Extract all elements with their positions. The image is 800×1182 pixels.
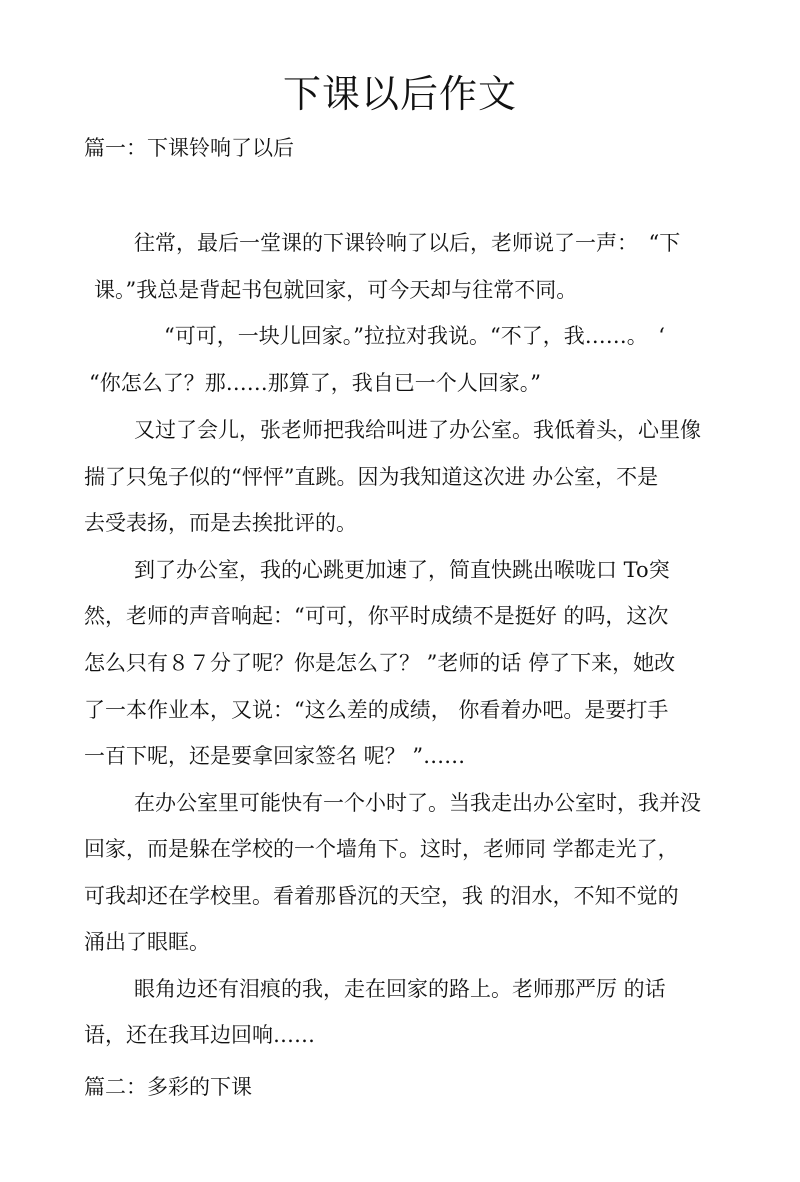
paragraph-line: 在办公室里可能快有一个小时了。当我走出办公室时，我并没 [134,791,701,815]
paragraph-line: 一百下呢，还是要拿回家签名 呢？ ”…… [84,744,466,768]
paragraph-line: 可我却还在学校里。看着那昏沉的天空，我 的泪水，不知不觉的 [84,884,679,908]
paragraph-line: “你怎么了？那……那算了，我自已一个人回家。” [89,371,541,395]
paragraph-line: 怎么只有８７分了呢？你是怎么了？ ”老师的话 停了下来，她改 [84,651,676,675]
paragraph-line: “可可，一块儿回家。”拉拉对我说。“不了，我……。 ‘ [164,324,665,348]
paragraph-line: 眼角边还有泪痕的我，走在回家的路上。老师那严厉 的话 [134,977,666,1001]
paragraph-line: 语，还在我耳边回响…… [84,1023,315,1047]
paragraph-line: 了一本作业本，又说：“这么差的成绩， 你看着办吧。是要打手 [84,698,669,722]
document-title: 下课以后作文 [282,72,517,116]
section-heading-2: 篇二：多彩的下课 [84,1075,252,1099]
paragraph-line: 往常，最后一堂课的下课铃响了以后，老师说了一声： “下 [134,231,681,255]
paragraph-line: 回家，而是躲在学校的一个墙角下。这时，老师同 学都走光了， [84,837,679,861]
paragraph-line: 去受表扬，而是去挨批评的。 [84,511,357,535]
paragraph-line: 揣了只兔子似的“怦怦”直跳。因为我知道这次进 办公室，不是 [84,465,659,489]
paragraph-line: 然，老师的声音响起：“可可，你平时成绩不是挺好 的吗，这次 [84,604,669,628]
paragraph-line: 又过了会儿，张老师把我给叫进了办公室。我低着头，心里像 [134,418,701,442]
section-heading-1: 篇一：下课铃响了以后 [84,136,294,160]
paragraph-line: 到了办公室，我的心跳更加速了，简直快跳出喉咙口 To突 [134,558,670,582]
paragraph-line: 课。”我总是背起书包就回家，可今天却与往常不同。 [94,278,578,302]
paragraph-line: 涌出了眼眶。 [84,930,210,954]
